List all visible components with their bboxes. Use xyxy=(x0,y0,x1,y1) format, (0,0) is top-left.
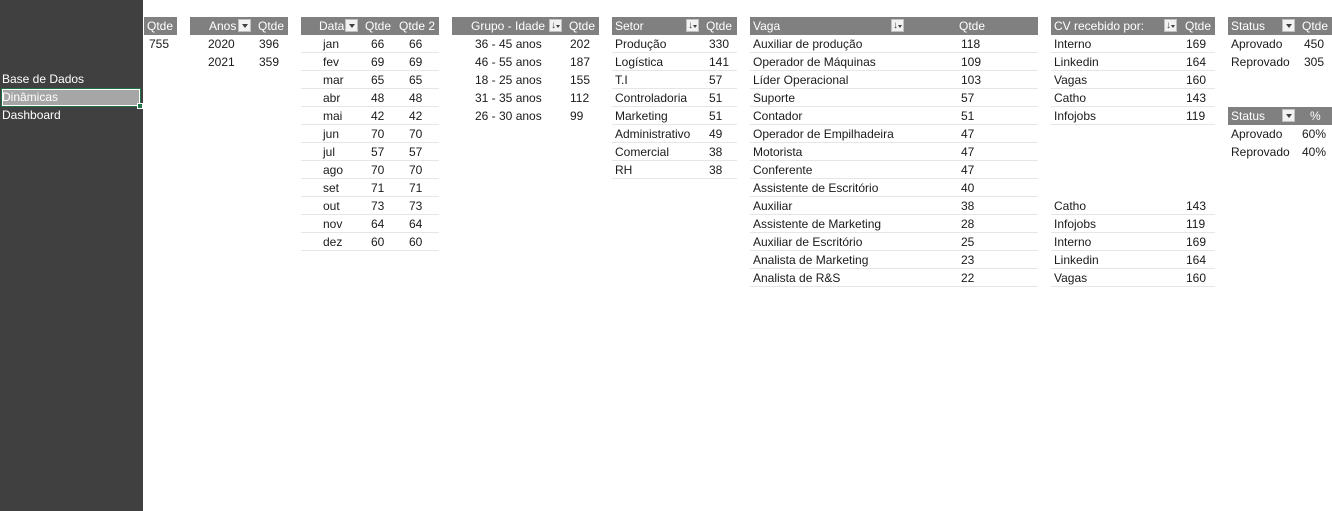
table-row[interactable] xyxy=(750,269,1038,287)
total-value: 755 xyxy=(149,37,170,51)
cell-mes: out xyxy=(323,199,340,213)
pivot-total xyxy=(144,17,177,53)
pivot-grupo-idade xyxy=(452,17,599,125)
table-row[interactable] xyxy=(301,197,439,215)
table-row[interactable] xyxy=(301,107,439,125)
table-row[interactable] xyxy=(612,71,737,89)
cell-status: Reprovado xyxy=(1231,145,1290,159)
cell-qtde: 103 xyxy=(961,73,982,87)
table-row[interactable] xyxy=(612,107,737,125)
table-row[interactable] xyxy=(612,89,737,107)
table-row[interactable] xyxy=(612,143,737,161)
chevron-down-icon xyxy=(556,25,560,28)
table-row[interactable] xyxy=(1051,89,1215,107)
cell-mes: ago xyxy=(323,163,344,177)
cell-qtde: 169 xyxy=(1186,37,1207,51)
table-row[interactable] xyxy=(1051,215,1215,233)
sort-filter-button[interactable] xyxy=(891,19,904,32)
sort-filter-button[interactable] xyxy=(1164,19,1177,32)
cv-list-secondary xyxy=(1051,197,1215,287)
table-row[interactable] xyxy=(452,71,599,89)
cell-qtde-2: 65 xyxy=(409,73,423,87)
cell-qtde: 160 xyxy=(1186,73,1207,87)
cell-setor: Produção xyxy=(615,37,667,51)
table-row[interactable] xyxy=(190,53,288,71)
cell-qtde: 70 xyxy=(371,127,385,141)
header-grupo-idade: Grupo - Idade xyxy=(471,19,546,33)
cell-qtde: 164 xyxy=(1186,55,1207,69)
cell-qtde: 202 xyxy=(570,37,591,51)
cell-qtde: 64 xyxy=(371,217,385,231)
cell-qtde: 38 xyxy=(709,145,723,159)
table-row[interactable] xyxy=(1228,53,1332,71)
pivot-grupo-idade-header xyxy=(452,17,599,35)
cell-qtde: 359 xyxy=(259,55,280,69)
cell-qtde-2: 64 xyxy=(409,217,423,231)
table-row[interactable] xyxy=(750,89,1038,107)
table-row[interactable] xyxy=(301,179,439,197)
cell-canal: Infojobs xyxy=(1054,109,1097,123)
cell-qtde: 57 xyxy=(371,145,385,159)
cell-qtde: 42 xyxy=(371,109,385,123)
table-row[interactable] xyxy=(750,107,1038,125)
cell-mes: nov xyxy=(323,217,343,231)
cell-qtde: 57 xyxy=(961,91,975,105)
nav-dashboard[interactable]: Dashboard xyxy=(2,108,61,122)
cell-qtde-2: 69 xyxy=(409,55,423,69)
cell-qtde: 38 xyxy=(709,163,723,177)
cell-qtde: 51 xyxy=(961,109,975,123)
cell-vaga: Conferente xyxy=(753,163,813,177)
cell-mes: abr xyxy=(323,91,341,105)
table-row[interactable] xyxy=(750,197,1038,215)
pivot-status-header xyxy=(1228,17,1332,35)
chevron-down-icon xyxy=(1286,24,1292,28)
table-row[interactable] xyxy=(750,71,1038,89)
cell-percent: 40% xyxy=(1302,145,1327,159)
sort-descending-icon: ↓ xyxy=(688,20,693,31)
sort-filter-button[interactable] xyxy=(686,19,699,32)
cell-setor: Administrativo xyxy=(615,127,691,141)
cell-setor: T.I xyxy=(615,73,628,87)
cell-qtde: 99 xyxy=(570,109,584,123)
cell-canal: Vagas xyxy=(1054,73,1088,87)
cell-vaga: Contador xyxy=(753,109,803,123)
header-vaga: Vaga xyxy=(753,19,781,33)
header-qtde: Qtde xyxy=(959,19,986,33)
table-row[interactable] xyxy=(1051,35,1215,53)
cell-vaga: Operador de Empilhadeira xyxy=(753,127,894,141)
cell-qtde: 47 xyxy=(961,145,975,159)
cell-qtde: 143 xyxy=(1186,199,1207,213)
table-row[interactable] xyxy=(1051,251,1215,269)
chevron-down-icon xyxy=(693,25,697,28)
cell-qtde: 187 xyxy=(570,55,591,69)
cell-qtde: 73 xyxy=(371,199,385,213)
cell-qtde: 51 xyxy=(709,91,723,105)
header-percent: % xyxy=(1310,109,1321,123)
table-row[interactable] xyxy=(1228,125,1332,143)
table-row[interactable] xyxy=(301,71,439,89)
table-row[interactable] xyxy=(1051,53,1215,71)
cell-vaga: Líder Operacional xyxy=(753,73,849,87)
cell-qtde-2: 60 xyxy=(409,235,423,249)
table-row[interactable] xyxy=(1228,143,1332,161)
table-row[interactable] xyxy=(612,161,737,179)
cell-qtde: 71 xyxy=(371,181,385,195)
cell-qtde: 305 xyxy=(1304,55,1325,69)
cell-qtde: 169 xyxy=(1186,235,1207,249)
cell-qtde: 119 xyxy=(1186,109,1206,123)
cell-qtde: 22 xyxy=(961,271,975,285)
cell-vaga: Suporte xyxy=(753,91,796,105)
sort-descending-icon: ↓ xyxy=(551,20,556,31)
header-qtde: Qtde xyxy=(1185,19,1212,33)
cell-qtde: 28 xyxy=(961,217,975,231)
table-row[interactable] xyxy=(612,35,737,53)
cell-qtde: 49 xyxy=(709,127,723,141)
pivot-cv-header xyxy=(1051,17,1215,35)
cell-status: Aprovado xyxy=(1231,37,1283,51)
table-row[interactable] xyxy=(452,35,599,53)
table-row[interactable] xyxy=(452,107,599,125)
cell-qtde-2: 71 xyxy=(409,181,423,195)
pivot-status-pct-header xyxy=(1228,107,1332,125)
cell-qtde: 109 xyxy=(961,55,982,69)
cell-qtde: 48 xyxy=(371,91,385,105)
filter-dropdown-button[interactable] xyxy=(1282,19,1295,32)
header-status: Status xyxy=(1231,19,1266,33)
chevron-down-icon xyxy=(898,25,902,28)
cell-qtde-2: 57 xyxy=(409,145,423,159)
table-row[interactable] xyxy=(1051,107,1215,125)
pivot-cv-recebido xyxy=(1051,17,1215,125)
table-row[interactable] xyxy=(301,143,439,161)
filter-dropdown-button[interactable] xyxy=(238,19,251,32)
table-row[interactable] xyxy=(612,53,737,71)
table-row[interactable] xyxy=(452,53,599,71)
table-row[interactable] xyxy=(1051,269,1215,287)
table-row[interactable] xyxy=(750,233,1038,251)
cell-qtde: 160 xyxy=(1186,271,1207,285)
cell-setor: Marketing xyxy=(615,109,668,123)
pivot-status-pct xyxy=(1228,107,1332,161)
cell-qtde-2: 66 xyxy=(409,37,423,51)
header-qtde-2: Qtde 2 xyxy=(399,19,436,33)
pivot-status-qtde xyxy=(1228,17,1332,71)
cell-vaga: Assistente de Marketing xyxy=(753,217,882,231)
cell-qtde: 143 xyxy=(1186,91,1207,105)
table-row[interactable] xyxy=(301,215,439,233)
table-row[interactable] xyxy=(301,233,439,251)
cell-canal: Interno xyxy=(1054,37,1092,51)
cell-qtde: 70 xyxy=(371,163,385,177)
header-data: Data xyxy=(319,19,345,33)
table-row[interactable] xyxy=(750,251,1038,269)
table-row[interactable] xyxy=(612,125,737,143)
cell-setor: Comercial xyxy=(615,145,670,159)
cell-qtde-2: 48 xyxy=(409,91,423,105)
table-row[interactable] xyxy=(1051,233,1215,251)
cell-qtde: 450 xyxy=(1304,37,1325,51)
cell-setor: RH xyxy=(615,163,633,177)
sort-descending-icon: ↓ xyxy=(893,20,898,31)
cell-qtde: 69 xyxy=(371,55,385,69)
header-qtde: Qtde xyxy=(1302,19,1329,33)
table-row[interactable] xyxy=(750,53,1038,71)
cell-qtde: 164 xyxy=(1186,253,1207,267)
chevron-down-icon xyxy=(349,24,355,28)
cell-mes: jun xyxy=(323,127,340,141)
header-status: Status xyxy=(1231,109,1266,123)
cell-qtde: 23 xyxy=(961,253,975,267)
cell-canal: Vagas xyxy=(1054,271,1088,285)
cell-qtde-2: 73 xyxy=(409,199,423,213)
table-row[interactable] xyxy=(301,35,439,53)
cell-canal: Interno xyxy=(1054,235,1092,249)
table-row[interactable] xyxy=(1051,71,1215,89)
table-row[interactable] xyxy=(750,35,1038,53)
pivot-anos xyxy=(190,17,288,71)
cell-vaga: Auxiliar de Escritório xyxy=(753,235,863,249)
cell-percent: 60% xyxy=(1302,127,1327,141)
cell-grupo-idade: 26 - 30 anos xyxy=(475,109,542,123)
cell-qtde: 25 xyxy=(961,235,975,249)
cell-canal: Linkedin xyxy=(1054,253,1099,267)
cell-grupo-idade: 46 - 55 anos xyxy=(475,55,542,69)
header-qtde: Qtde xyxy=(147,19,174,33)
chevron-down-icon xyxy=(1171,25,1175,28)
pivot-total-header xyxy=(144,17,177,35)
cell-status: Reprovado xyxy=(1231,55,1290,69)
table-row[interactable] xyxy=(301,161,439,179)
cell-qtde: 57 xyxy=(709,73,723,87)
filter-dropdown-button[interactable] xyxy=(345,19,358,32)
table-row[interactable] xyxy=(750,143,1038,161)
header-qtde: Qtde xyxy=(569,19,596,33)
cell-grupo-idade: 18 - 25 anos xyxy=(475,73,542,87)
cell-qtde: 40 xyxy=(961,181,975,195)
header-setor: Setor xyxy=(615,19,644,33)
nav-dinamicas-label: Dinâmicas xyxy=(2,90,59,104)
cell-vaga: Analista de R&S xyxy=(753,271,841,285)
cell-canal: Linkedin xyxy=(1054,55,1099,69)
pivot-setor-header xyxy=(612,17,737,35)
cell-canal: Catho xyxy=(1054,91,1087,105)
table-row[interactable] xyxy=(1051,197,1215,215)
cell-qtde: 60 xyxy=(371,235,385,249)
cell-vaga: Auxiliar xyxy=(753,199,793,213)
cell-setor: Controladoria xyxy=(615,91,688,105)
cell-grupo-idade: 36 - 45 anos xyxy=(475,37,542,51)
cell-qtde: 396 xyxy=(259,37,280,51)
cell-qtde: 38 xyxy=(961,199,975,213)
cell-qtde-2: 70 xyxy=(409,163,423,177)
header-qtde: Qtde xyxy=(258,19,285,33)
table-row[interactable] xyxy=(1228,35,1332,53)
pivot-data xyxy=(301,17,439,251)
cell-ano: 2021 xyxy=(208,55,235,69)
table-row[interactable] xyxy=(750,161,1038,179)
cell-qtde: 119 xyxy=(1186,217,1206,231)
cell-qtde: 330 xyxy=(709,37,730,51)
cell-mes: mai xyxy=(323,109,343,123)
cell-vaga: Assistente de Escritório xyxy=(753,181,879,195)
cell-setor: Logística xyxy=(615,55,664,69)
pivot-data-header xyxy=(301,17,439,35)
cell-qtde: 47 xyxy=(961,127,975,141)
pivot-anos-header xyxy=(190,17,288,35)
cell-ano: 2020 xyxy=(208,37,235,51)
cell-vaga: Operador de Máquinas xyxy=(753,55,876,69)
cell-qtde-2: 70 xyxy=(409,127,423,141)
nav-dinamicas[interactable] xyxy=(2,89,140,106)
cell-grupo-idade: 31 - 35 anos xyxy=(475,91,542,105)
nav-base-de-dados[interactable]: Base de Dados xyxy=(2,72,85,86)
filter-dropdown-button[interactable] xyxy=(1282,109,1295,122)
sort-descending-icon: ↓ xyxy=(1166,20,1171,31)
table-row[interactable] xyxy=(301,53,439,71)
cell-qtde: 51 xyxy=(709,109,723,123)
table-row[interactable] xyxy=(750,125,1038,143)
table-row[interactable] xyxy=(301,89,439,107)
cell-qtde: 112 xyxy=(570,91,590,105)
sort-filter-button[interactable] xyxy=(549,19,562,32)
chevron-down-icon xyxy=(242,24,248,28)
cell-qtde: 47 xyxy=(961,163,975,177)
table-row[interactable] xyxy=(301,125,439,143)
header-cv-recebido: CV recebido por: xyxy=(1054,19,1145,33)
cell-canal: Infojobs xyxy=(1054,217,1097,231)
cell-canal: Catho xyxy=(1054,199,1087,213)
header-qtde: Qtde xyxy=(706,19,733,33)
table-row[interactable] xyxy=(750,215,1038,233)
pivot-vaga xyxy=(750,17,1038,287)
chevron-down-icon xyxy=(1286,114,1292,118)
cell-mes: jan xyxy=(323,37,340,51)
sheet-navigation-sidebar xyxy=(0,0,143,511)
cell-qtde: 141 xyxy=(709,55,730,69)
table-row[interactable] xyxy=(750,179,1038,197)
cell-vaga: Motorista xyxy=(753,145,803,159)
header-qtde: Qtde xyxy=(365,19,392,33)
cell-qtde: 65 xyxy=(371,73,385,87)
table-row[interactable] xyxy=(452,89,599,107)
header-anos: Anos xyxy=(209,19,237,33)
cell-qtde: 118 xyxy=(961,37,981,51)
cell-qtde: 66 xyxy=(371,37,385,51)
cell-qtde-2: 42 xyxy=(409,109,423,123)
cell-mes: fev xyxy=(323,55,340,69)
cell-vaga: Analista de Marketing xyxy=(753,253,869,267)
pivot-setor xyxy=(612,17,737,179)
cell-qtde: 155 xyxy=(570,73,591,87)
pivot-vaga-header xyxy=(750,17,1038,35)
cell-vaga: Auxiliar de produção xyxy=(753,37,863,51)
cell-mes: set xyxy=(323,181,340,195)
cell-mes: dez xyxy=(323,235,343,249)
cell-mes: jul xyxy=(323,145,336,159)
table-row[interactable] xyxy=(144,35,177,53)
cell-mes: mar xyxy=(323,73,344,87)
cell-status: Aprovado xyxy=(1231,127,1283,141)
table-row[interactable] xyxy=(190,35,288,53)
